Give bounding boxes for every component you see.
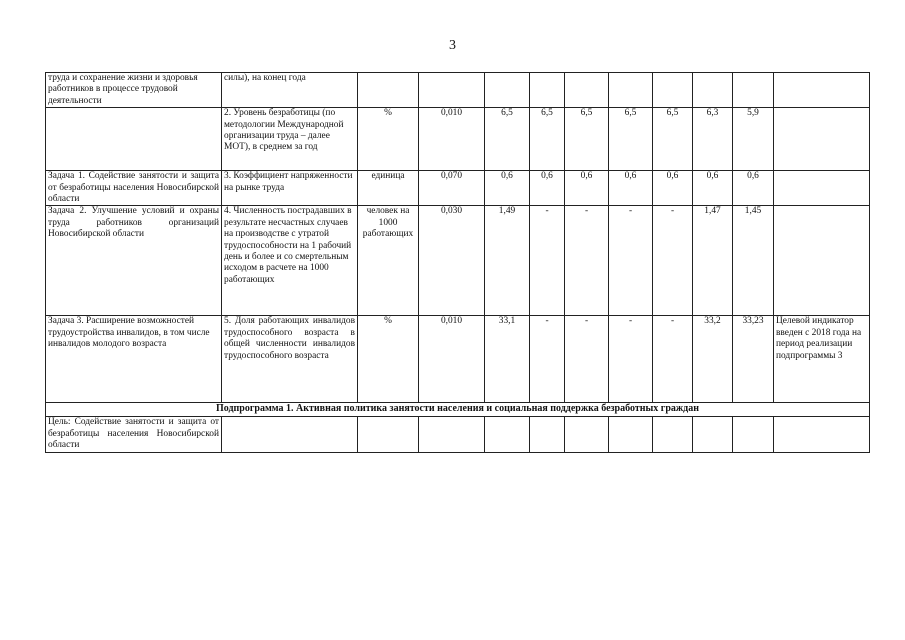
weight-cell: 0,030 xyxy=(419,206,485,316)
value-cell: 0,6 xyxy=(530,171,565,206)
empty-cell xyxy=(609,417,653,452)
value-cell xyxy=(609,73,653,108)
task-cell: Задача 1. Содействие занятости и защита от безработицы населения Новосибирской области xyxy=(46,171,222,206)
indicator-cell: 5. Доля работающих инвалидов трудоспособного возраста в общей численности инвалидов трудоспособного возраста xyxy=(222,316,358,403)
empty-cell xyxy=(222,417,358,452)
unit-cell: % xyxy=(358,108,419,171)
indicator-table xyxy=(45,72,870,453)
value-cell: 0,6 xyxy=(485,171,530,206)
value-cell xyxy=(653,73,693,108)
value-cell: 0,6 xyxy=(693,171,733,206)
table-row xyxy=(46,171,870,206)
empty-cell xyxy=(358,417,419,452)
unit-cell: человек на 1000 работающих xyxy=(358,206,419,316)
task-cell xyxy=(46,108,222,171)
value-cell: 6,5 xyxy=(565,108,609,171)
empty-cell xyxy=(693,417,733,452)
value-cell: - xyxy=(609,316,653,403)
weight-cell xyxy=(419,73,485,108)
weight-cell: 0,010 xyxy=(419,108,485,171)
value-cell: - xyxy=(609,206,653,316)
indicator-cell: 2. Уровень безработицы (по методологии Международной организации труда – далее МОТ), в среднем за год xyxy=(222,108,358,171)
value-cell: 6,5 xyxy=(609,108,653,171)
value-cell: 6,5 xyxy=(485,108,530,171)
value-cell: 0,6 xyxy=(653,171,693,206)
value-cell: 0,6 xyxy=(733,171,774,206)
empty-cell xyxy=(419,417,485,452)
value-cell: - xyxy=(565,316,609,403)
value-cell: - xyxy=(565,206,609,316)
value-cell: 5,9 xyxy=(733,108,774,171)
value-cell xyxy=(485,73,530,108)
note-cell xyxy=(774,108,870,171)
page-number: 3 xyxy=(449,38,456,53)
value-cell: - xyxy=(653,206,693,316)
note-cell xyxy=(774,73,870,108)
empty-cell xyxy=(485,417,530,452)
value-cell: 1,49 xyxy=(485,206,530,316)
value-cell: 33,2 xyxy=(693,316,733,403)
empty-cell xyxy=(653,417,693,452)
table-row xyxy=(46,108,870,171)
task-cell: труда и сохранение жизни и здоровья работников в процессе трудовой деятельности xyxy=(46,73,222,108)
table-row xyxy=(46,206,870,316)
weight-cell: 0,070 xyxy=(419,171,485,206)
value-cell xyxy=(530,73,565,108)
value-cell: 0,6 xyxy=(609,171,653,206)
unit-cell: единица xyxy=(358,171,419,206)
empty-cell xyxy=(565,417,609,452)
value-cell: 33,1 xyxy=(485,316,530,403)
note-cell: Целевой индикатор введен с 2018 года на период реализации подпрограммы 3 xyxy=(774,316,870,403)
table-row xyxy=(46,417,870,452)
table-row xyxy=(46,316,870,403)
value-cell: 6,5 xyxy=(653,108,693,171)
value-cell: 6,3 xyxy=(693,108,733,171)
value-cell: - xyxy=(653,316,693,403)
goal-cell: Цель: Содействие занятости и защита от безработицы населения Новосибирской области xyxy=(46,417,222,452)
task-cell: Задача 3. Расширение возможностей трудоустройства инвалидов, в том числе инвалидов молодого возраста xyxy=(46,316,222,403)
value-cell: 1,45 xyxy=(733,206,774,316)
value-cell xyxy=(565,73,609,108)
indicator-cell: силы), на конец года xyxy=(222,73,358,108)
value-cell: - xyxy=(530,316,565,403)
weight-cell: 0,010 xyxy=(419,316,485,403)
empty-cell xyxy=(530,417,565,452)
value-cell: - xyxy=(530,206,565,316)
value-cell: 0,6 xyxy=(565,171,609,206)
empty-cell xyxy=(774,417,870,452)
task-cell: Задача 2. Улучшение условий и охраны труда работников организаций Новосибирской области xyxy=(46,206,222,316)
unit-cell: % xyxy=(358,316,419,403)
table-row xyxy=(46,73,870,108)
value-cell: 1,47 xyxy=(693,206,733,316)
note-cell xyxy=(774,206,870,316)
value-cell xyxy=(733,73,774,108)
section-heading: Подпрограмма 1. Активная политика занятости населения и социальная поддержка безработных граждан xyxy=(46,403,870,417)
indicator-cell: 3. Коэффициент напряженности на рынке труда xyxy=(222,171,358,206)
indicator-cell: 4. Численность пострадавших в результате несчастных случаев на производстве с утратой трудоспособности на 1 рабочий день и более и со смертельным исходом в расчете на 1000 работающих xyxy=(222,206,358,316)
value-cell: 6,5 xyxy=(530,108,565,171)
unit-cell xyxy=(358,73,419,108)
note-cell xyxy=(774,171,870,206)
value-cell xyxy=(693,73,733,108)
section-row xyxy=(46,403,870,417)
value-cell: 33,23 xyxy=(733,316,774,403)
empty-cell xyxy=(733,417,774,452)
